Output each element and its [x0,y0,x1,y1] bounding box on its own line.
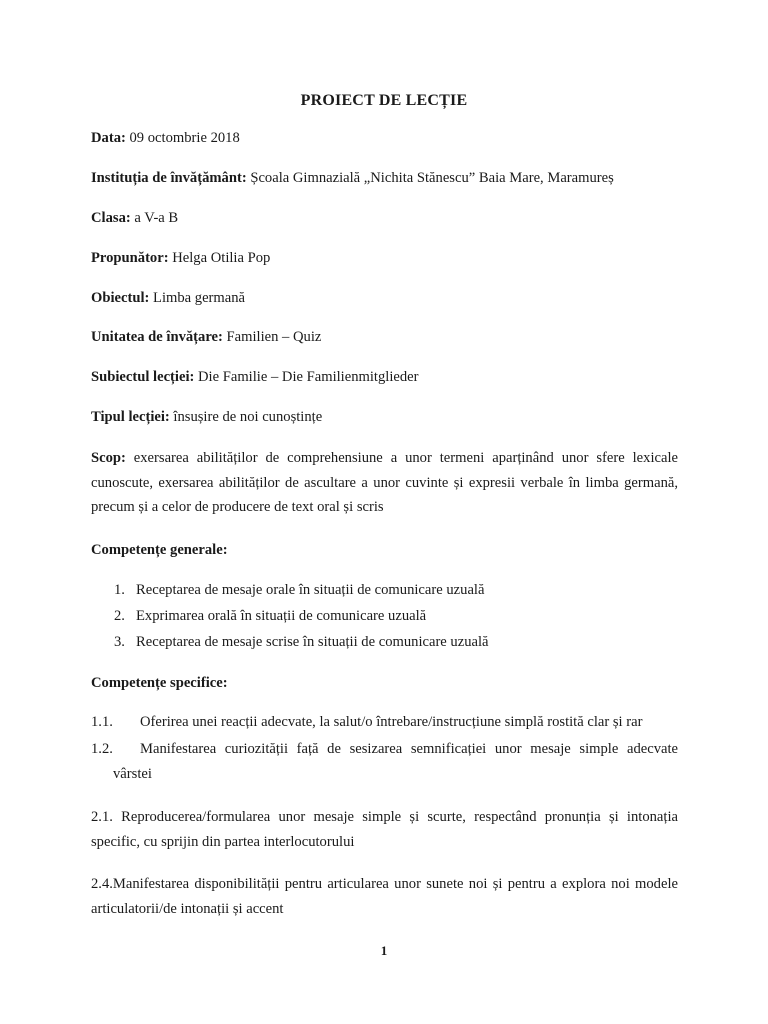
scop-line [91,446,678,471]
field-obiectul [91,290,245,307]
scop-line: precum și a celor de producere de text oral și scris [91,499,384,515]
list-text: Receptarea de mesaje scrise în situații de comunicare uzuală [136,634,489,650]
list-item [114,608,426,625]
field-label: Tipul lecției: [91,409,170,425]
scop-label: Scop: [91,450,126,466]
spec-line: specific, cu sprijin din partea interlocutorului [91,833,355,850]
scop-text: exersarea abilităților de comprehensiune a unor termeni aparținând unor sfere lexicale [125,450,678,466]
list-text: Exprimarea orală în situații de comunicare uzuală [136,608,427,624]
competente-generale-heading [91,542,228,559]
competente-specifice-heading [91,675,228,692]
spec-number: 1.1. [91,714,113,730]
scop-line: cunoscute, exersarea abilităților de ascultare a unor cuvinte și expresii verbale în limba germană, [91,474,678,491]
spec-item-1-2 [91,741,678,761]
field-label: Data: [91,130,126,146]
field-value: Familien – Quiz [222,329,322,345]
heading-text: Competențe generale: [91,542,228,558]
heading-text: Competențe specifice: [91,675,228,691]
field-value: Școala Gimnazială „Nichita Stănescu” Baia Mare, Maramureș [246,170,614,186]
field-data [91,130,240,147]
list-number: 1. [114,582,125,598]
list-item [114,582,484,599]
spec-item-2-1 [91,805,678,854]
spec-item-2-4 [91,872,678,921]
spec-line: 2.1. Reproducerea/formularea unor mesaje simple și scurte, respectând pronunția și intonația [91,809,678,825]
spec-line: 2.4.Manifestarea disponibilității pentru articularea unor sunete noi și pentru a explora noi modele [91,876,678,892]
field-unitatea [91,329,321,346]
field-label: Instituția de învățământ: [91,170,247,186]
page-title: PROIECT DE LECȚIE [300,92,468,109]
field-institutia [91,170,614,187]
field-value: Limba germană [149,290,246,306]
field-clasa [91,210,178,227]
field-subiectul [91,369,419,386]
field-tipul [91,409,322,426]
list-text: Receptarea de mesaje orale în situații de comunicare uzuală [136,582,485,598]
field-value: Die Familie – Die Familienmitglieder [194,369,419,385]
spec-item-1-1 [91,714,678,734]
field-label: Clasa: [91,210,131,226]
spec-continuation: vârstei [113,766,152,782]
field-value: 09 octombrie 2018 [125,130,240,146]
page-number: 1 [380,943,388,958]
list-number: 2. [114,608,125,624]
spec-text: Oferirea unei reacții adecvate, la salut/o întrebare/instrucțiune simplă rostită clar și rar [140,714,643,730]
field-value: însușire de noi cunoștințe [169,409,323,425]
field-value: Helga Otilia Pop [168,250,271,266]
field-propunator [91,250,270,267]
list-item [114,634,489,651]
list-number: 3. [114,634,125,650]
spec-number: 1.2. [91,741,113,757]
field-label: Propunător: [91,250,169,266]
spec-line: articulatorii/de intonații și accent [91,900,284,917]
spec-text: Manifestarea curiozității față de sesizarea semnificației unor mesaje simple adecvate [140,741,678,757]
field-label: Subiectul lecției: [91,369,195,385]
field-value: a V-a B [130,210,179,226]
scop-paragraph [91,446,678,520]
field-label: Obiectul: [91,290,150,306]
field-label: Unitatea de învățare: [91,329,223,345]
